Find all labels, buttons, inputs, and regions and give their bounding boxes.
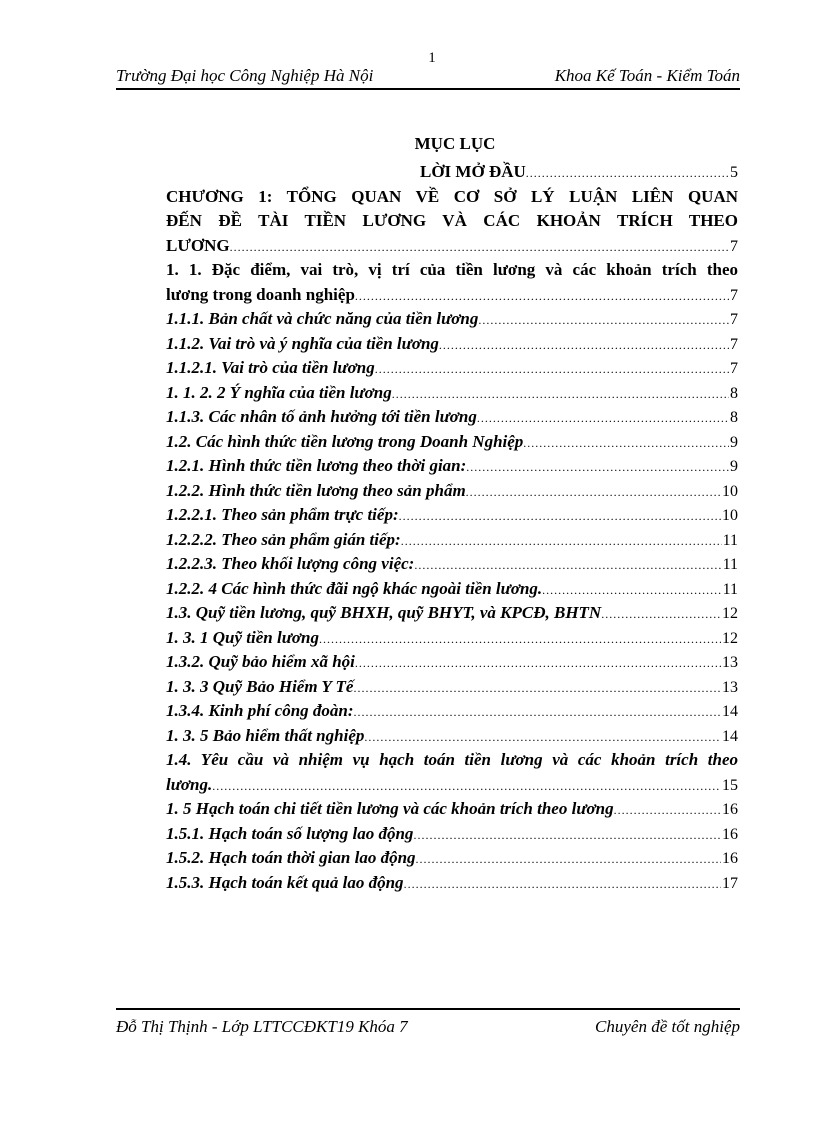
toc-entry-text: 1.2.2.1. Theo sản phẩm trực tiếp: xyxy=(166,505,399,524)
toc-entry-intro[interactable] xyxy=(166,160,738,185)
toc-leader xyxy=(413,823,721,847)
toc-leader xyxy=(478,308,729,332)
toc-entry-text: 1.5.2. Hạch toán thời gian lao động xyxy=(166,848,416,867)
toc-entry-text: lương. xyxy=(166,774,213,794)
toc-entry[interactable] xyxy=(166,699,738,724)
toc-entry-text: 1.2.1. Hình thức tiền lương theo thời gian: xyxy=(166,456,467,475)
toc-leader xyxy=(601,602,721,626)
toc-leader xyxy=(523,431,729,455)
toc-leader xyxy=(466,455,729,479)
toc-entry[interactable] xyxy=(166,675,738,700)
toc-entry[interactable] xyxy=(166,871,738,896)
toc-leader xyxy=(355,651,721,675)
toc-leader xyxy=(414,553,721,577)
toc-entry-text: 1.1.2. Vai trò và ý nghĩa của tiền lương xyxy=(166,333,439,353)
toc-entry[interactable] xyxy=(166,405,738,430)
toc-sec-1-4-line2[interactable] xyxy=(166,773,738,798)
toc-entry-text: 1.2.2. 4 Các hình thức đãi ngộ khác ngoài tiền lương. xyxy=(166,578,543,598)
toc-entry[interactable] xyxy=(166,797,738,822)
page-header xyxy=(116,66,740,88)
toc-leader xyxy=(230,235,729,259)
toc-entry-text: 1.3.2. Quỹ bảo hiểm xã hội xyxy=(166,652,355,671)
toc-leader xyxy=(404,872,721,896)
toc-entry[interactable] xyxy=(166,724,738,749)
toc-entry[interactable] xyxy=(166,601,738,626)
toc-entry-page: 13 xyxy=(722,654,738,671)
toc-entry-text: 1.2.2.3. Theo khối lượng công việc: xyxy=(166,554,415,573)
table-of-contents xyxy=(166,160,738,895)
toc-entry-page: 13 xyxy=(722,678,738,696)
toc-entry-text: 1.2. Các hình thức tiền lương trong Doanh Nghiệp xyxy=(166,431,524,451)
toc-entry[interactable] xyxy=(166,356,738,381)
toc-entry-text: LỜI MỞ ĐẦU xyxy=(420,162,526,181)
toc-entry[interactable] xyxy=(166,430,738,455)
toc-leader xyxy=(364,725,721,749)
toc-leader xyxy=(542,578,721,602)
toc-chapter1-line2[interactable]: ĐẾN ĐỀ TÀI TIỀN LƯƠNG VÀ CÁC KHOẢN TRÍCH THEO xyxy=(166,211,738,230)
toc-sec-1-1-line2[interactable] xyxy=(166,283,738,308)
toc-entry[interactable] xyxy=(166,846,738,871)
toc-leader xyxy=(319,627,721,651)
toc-entry[interactable] xyxy=(166,577,738,602)
toc-entry[interactable] xyxy=(166,503,738,528)
toc-leader xyxy=(526,161,729,185)
toc-chapter1-line1[interactable]: CHƯƠNG 1: TỔNG QUAN VỀ CƠ SỞ LÝ LUẬN LIÊN QUAN xyxy=(166,186,738,206)
toc-entry-page: 8 xyxy=(730,409,738,426)
footer-author: Đỗ Thị Thịnh - Lớp LTTCCĐKT19 Khóa 7 xyxy=(116,1017,408,1036)
toc-entry-page: 11 xyxy=(722,580,738,598)
toc-entry-text: 1. 3. 1 Quỹ tiền lương xyxy=(166,627,319,647)
toc-leader xyxy=(466,480,721,504)
footer-rule xyxy=(116,1008,740,1010)
toc-entry-page: 9 xyxy=(730,433,738,451)
page-title: MỤC LỤC xyxy=(414,134,496,153)
toc-sec-1-4-line1[interactable]: 1.4. Yêu cầu và nhiệm vụ hạch toán tiền lương và các khoản trích theo xyxy=(166,750,738,769)
toc-leader xyxy=(477,406,729,430)
toc-leader xyxy=(392,382,729,406)
toc-entry-list-b xyxy=(166,797,738,895)
toc-entry-page: 7 xyxy=(730,237,738,255)
toc-entry[interactable] xyxy=(166,528,738,553)
toc-entry-page: 9 xyxy=(730,458,738,475)
toc-entry-page: 7 xyxy=(730,286,738,304)
toc-leader xyxy=(401,529,722,553)
toc-entry-text: 1.5.3. Hạch toán kết quả lao động xyxy=(166,872,404,892)
toc-leader xyxy=(212,774,721,798)
toc-entry-page: 11 xyxy=(722,531,738,549)
toc-entry-text: 1.3.4. Kinh phí công đoàn: xyxy=(166,701,354,720)
toc-entry-text: 1.2.2. Hình thức tiền lương theo sản phẩm xyxy=(166,480,466,500)
toc-entry[interactable] xyxy=(166,626,738,651)
toc-leader xyxy=(353,676,721,700)
toc-entry-page: 10 xyxy=(722,507,738,524)
toc-entry-text: 1.1.1. Bản chất và chức năng của tiền lương xyxy=(166,309,479,328)
toc-entry[interactable] xyxy=(166,332,738,357)
toc-entry-text: 1.1.2.1. Vai trò của tiền lương xyxy=(166,358,375,377)
toc-entry-page: 8 xyxy=(730,384,738,402)
toc-entry-page: 16 xyxy=(722,801,738,818)
toc-entry[interactable] xyxy=(166,822,738,847)
toc-entry[interactable] xyxy=(166,381,738,406)
toc-entry-text: 1. 1. 2. 2 Ý nghĩa của tiền lương xyxy=(166,382,392,402)
toc-entry-page: 7 xyxy=(730,335,738,353)
toc-entry-page: 5 xyxy=(730,164,738,181)
toc-sec-1-1-line1[interactable]: 1. 1. Đặc điểm, vai trò, vị trí của tiền lương và các khoản trích theo xyxy=(166,260,738,279)
toc-entry-page: 10 xyxy=(722,482,738,500)
toc-leader xyxy=(416,847,721,871)
header-rule xyxy=(116,88,740,90)
header-faculty: Khoa Kế Toán - Kiểm Toán xyxy=(554,66,740,85)
toc-entry-text: 1.5.1. Hạch toán số lượng lao động xyxy=(166,823,414,843)
toc-entry-page: 16 xyxy=(722,850,738,867)
toc-chapter1-line3[interactable] xyxy=(166,234,738,259)
toc-entry[interactable] xyxy=(166,454,738,479)
toc-entry-text: LƯƠNG xyxy=(166,235,230,255)
toc-entry-text: 1. 5 Hạch toán chi tiết tiền lương và các khoản trích theo lương xyxy=(166,799,614,818)
header-university: Trường Đại học Công Nghiệp Hà Nội xyxy=(116,66,374,85)
toc-entry-page: 14 xyxy=(722,727,738,745)
toc-entry-text: 1. 3. 3 Quỹ Bảo Hiểm Y Tế xyxy=(166,676,354,696)
toc-entry-text: 1.2.2.2. Theo sản phẩm gián tiếp: xyxy=(166,529,401,549)
toc-entry[interactable] xyxy=(166,552,738,577)
toc-entry-page: 7 xyxy=(730,360,738,377)
toc-entry[interactable] xyxy=(166,479,738,504)
toc-entry[interactable] xyxy=(166,307,738,332)
page-number: 1 xyxy=(428,50,436,66)
toc-leader xyxy=(355,284,729,308)
toc-leader xyxy=(354,700,721,724)
toc-entry-text: lương trong doanh nghiệp xyxy=(166,284,355,304)
toc-entry-list-a xyxy=(166,307,738,748)
toc-entry-text: 1.1.3. Các nhân tố ảnh hưởng tới tiền lương xyxy=(166,407,477,426)
toc-entry-page: 14 xyxy=(722,703,738,720)
toc-entry-text: 1. 3. 5 Bảo hiểm thất nghiệp xyxy=(166,725,365,745)
toc-entry-page: 16 xyxy=(722,825,738,843)
toc-entry-page: 11 xyxy=(722,556,738,573)
toc-leader xyxy=(439,333,729,357)
toc-entry[interactable] xyxy=(166,650,738,675)
toc-leader xyxy=(375,357,729,381)
toc-entry-page: 7 xyxy=(730,311,738,328)
footer-doc-type: Chuyên đề tốt nghiệp xyxy=(595,1017,740,1036)
toc-entry-page: 12 xyxy=(722,629,738,647)
toc-leader xyxy=(399,504,721,528)
toc-entry-page: 12 xyxy=(722,605,738,622)
toc-leader xyxy=(614,798,721,822)
toc-entry-page: 15 xyxy=(722,776,738,794)
toc-entry-page: 17 xyxy=(722,874,738,892)
toc-entry-text: 1.3. Quỹ tiền lương, quỹ BHXH, quỹ BHYT, và KPCĐ, BHTN xyxy=(166,603,602,622)
